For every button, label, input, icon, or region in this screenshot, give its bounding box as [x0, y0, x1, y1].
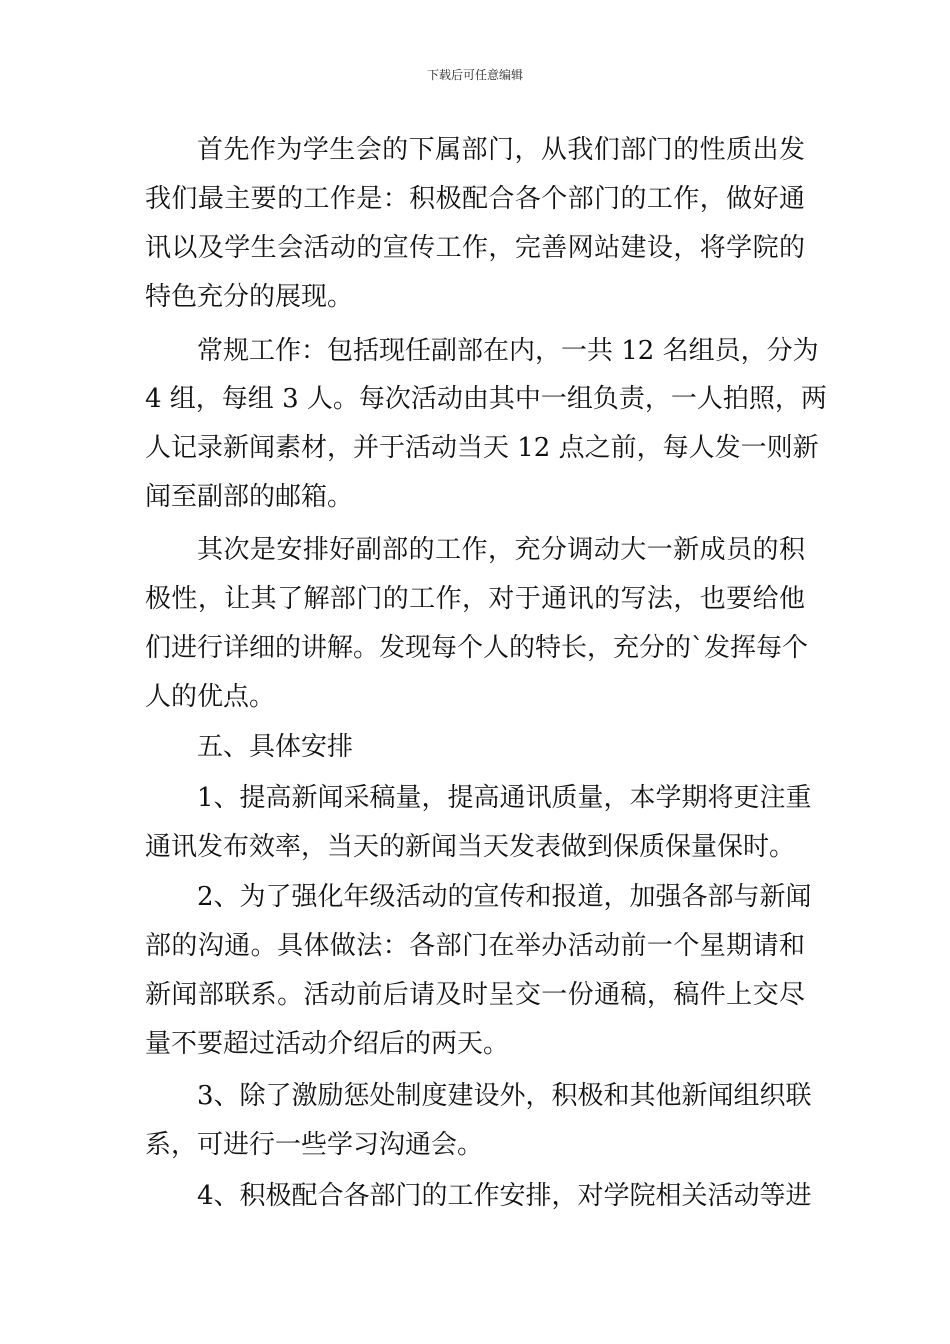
paragraph-line: 常规工作：包括现任副部在内，一共 12 名组员，分为 [197, 336, 819, 366]
paragraph-line: 我们最主要的工作是：积极配合各个部门的工作，做好通 [145, 184, 805, 214]
paragraph-line: 4、积极配合各部门的工作安排，对学院相关活动等进 [197, 1181, 812, 1211]
paragraph-line: 量不要超过活动介绍后的两天。 [145, 1029, 510, 1059]
paragraph-line: 通讯发布效率，当天的新闻当天发表做到保质保量保时。 [145, 832, 796, 862]
paragraph-line: 部的沟通。具体做法：各部门在举办活动前一个星期请和 [145, 931, 805, 961]
paragraph-line: 系，可进行一些学习沟通会。 [145, 1130, 484, 1160]
section-heading: 五、具体安排 [197, 732, 354, 762]
paragraph-line: 们进行详细的讲解。发现每个人的特长，充分的`发挥每个 [145, 633, 809, 663]
paragraph-line: 特色充分的展现。 [145, 282, 354, 312]
paragraph-line: 2、为了强化年级活动的宣传和报道，加强各部与新闻 [197, 882, 812, 912]
paragraph-line: 人记录新闻素材，并于活动当天 12 点之前，每人发一则新 [145, 433, 819, 463]
paragraph-line: 人的优点。 [145, 682, 276, 712]
paragraph-line: 闻至副部的邮箱。 [145, 482, 354, 512]
paragraph-line: 3、除了激励惩处制度建设外，积极和其他新闻组织联 [197, 1081, 812, 1111]
page-header: 下载后可任意编辑 [426, 68, 523, 82]
paragraph-line: 首先作为学生会的下属部门，从我们部门的性质出发 [197, 135, 805, 165]
paragraph-line: 1、提高新闻采稿量，提高通讯质量，本学期将更注重 [197, 783, 812, 813]
paragraph-line: 4 组，每组 3 人。每次活动由其中一组负责，一人拍照，两 [145, 384, 827, 414]
paragraph-line: 其次是安排好副部的工作，充分调动大一新成员的积 [197, 535, 805, 565]
paragraph-line: 讯以及学生会活动的宣传工作，完善网站建设，将学院的 [145, 233, 805, 263]
paragraph-line: 新闻部联系。活动前后请及时呈交一份通稿，稿件上交尽 [145, 980, 805, 1010]
paragraph-line: 极性，让其了解部门的工作，对于通讯的写法，也要给他 [145, 584, 805, 614]
